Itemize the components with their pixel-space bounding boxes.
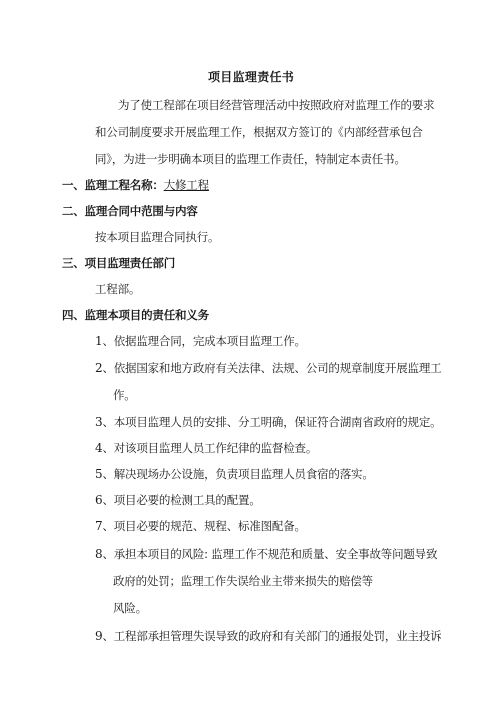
list-item (95, 518, 306, 534)
item-number: 1 (95, 334, 103, 348)
section-1 (62, 177, 209, 193)
item-text: 、依据监理合同，完成本项目监理工作。 (102, 334, 306, 348)
item-number: 6 (95, 493, 103, 507)
item-text: 、依据国家和地方政府有关法律、法规、公司的规章制度开展监理工 (102, 361, 442, 375)
intro-line-3: 同》，为进一步明确本项目的监理工作责任，特制定本责任书。 (95, 152, 406, 166)
project-name: 大修工程 (163, 178, 209, 192)
item-text: 、解决现场办公设施，负责项目监理人员食宿的落实。 (102, 467, 374, 481)
item-text: 、项目必要的规范、规程、标准图配备。 (102, 519, 306, 533)
item-number: 9 (95, 629, 103, 643)
document-title: 项目监理责任书 (208, 70, 295, 84)
list-item (95, 466, 374, 482)
item-text: 、承担本项目的风险: 监理工作不规范和质量、安全事故等问题导致 (102, 547, 438, 561)
item-number: 3 (95, 415, 103, 429)
list-item-continuation: 风险。 (113, 601, 147, 615)
item-text: 、本项目监理人员的安排、分工明确，保证符合湖南省政府的规定。 (102, 415, 442, 429)
list-item (95, 546, 437, 562)
item-text: 、工程部承担管理失误导致的政府和有关部门的通报处罚，业主投诉 (102, 629, 442, 643)
list-item-continuation: 作。 (113, 388, 136, 402)
list-item (95, 414, 441, 430)
intro-line-2: 和公司制度要求开展监理工作，根据双方签订的《内部经营承包合 (95, 125, 423, 139)
item-number: 8 (95, 547, 103, 561)
list-item (95, 492, 261, 508)
item-number: 5 (95, 467, 103, 481)
item-text: 、对该项目监理人员工作纪律的监督检查。 (102, 441, 318, 455)
list-item (95, 440, 317, 456)
section-1-heading: 一、监理工程名称： (62, 178, 164, 192)
section-3-body: 工程部。 (95, 282, 141, 296)
list-item (95, 333, 306, 349)
item-text: 、项目必要的检测工具的配置。 (102, 493, 261, 507)
section-2-heading: 二、监理合同中范围与内容 (62, 204, 198, 218)
list-item (95, 628, 441, 644)
item-number: 7 (95, 519, 103, 533)
list-item-continuation: 政府的处罚；监理工作失误给业主带来损失的赔偿等 (113, 574, 373, 588)
intro-line-1: 为了使工程部在项目经营管理活动中按照政府对监理工作的要求 (118, 98, 435, 112)
section-2-body: 按本项目监理合同执行。 (95, 230, 220, 244)
section-4-heading: 四、监理本项目的责任和义务 (62, 308, 209, 322)
item-number: 4 (95, 441, 103, 455)
item-number: 2 (95, 361, 103, 375)
section-3-heading: 三、项目监理责任部门 (62, 256, 175, 270)
list-item (95, 360, 441, 376)
